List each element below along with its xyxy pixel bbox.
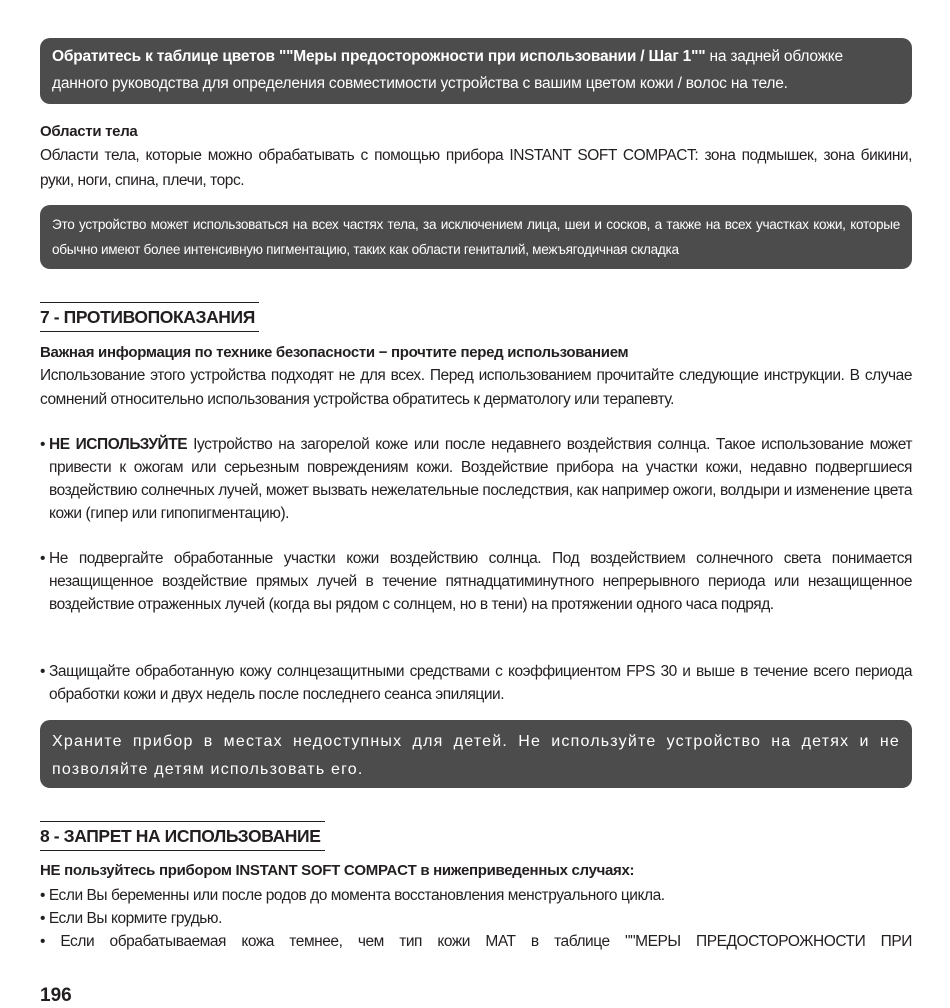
list-item-word: чем xyxy=(357,933,384,950)
list-item xyxy=(40,930,912,953)
section-7-intro: Использование этого устройства подходят не для всех. Перед использованием прочитайте следующие инструкции. В случае сомнений относительно использования устройства обратитесь к дерматологу или терапевту. xyxy=(40,367,912,408)
notice-box-body-exclusions xyxy=(40,205,912,269)
list-item-word: • xyxy=(40,933,45,950)
notice-bold-text: Обратитесь к таблице цветов ""Меры предосторожности при использовании / Шаг 1"" xyxy=(52,48,706,65)
list-item-word: ПРИ xyxy=(880,933,912,950)
list-item-word: МАТ xyxy=(485,933,516,950)
list-item-word: ПРЕДОСТОРОЖНОСТИ xyxy=(696,933,866,950)
notice-box-children xyxy=(40,720,912,788)
bullet-marker: • xyxy=(40,436,45,453)
contraindication-text: Защищайте обработанную кожу солнцезащитными средствами с коэффициентом FPS 30 и выше в течение всего периода обработки кожи и двух недель после последнего сеанса эпиляции. xyxy=(49,663,912,703)
contraindication-bold: НЕ ИСПОЛЬЗУЙТЕ xyxy=(49,436,188,453)
contraindication-text: Не подвергайте обработанные участки кожи воздействию солнца. Под воздействием солнечного света понимается незащищенное воздействие прямых лучей в течение пятнадцатиминутного непрерывного периода или незащищенное воздействие отраженных лучей (когда вы рядом с солнцем, но в тени) на протяжении одного часа подряд. xyxy=(49,550,912,613)
list-item-word: обрабатываемая xyxy=(109,933,226,950)
section-7-intro-block xyxy=(40,342,912,412)
list-item-word: темнее, xyxy=(289,933,343,950)
list-item-word: кожа xyxy=(241,933,274,950)
section-8-title: 8 - ЗАПРЕТ НА ИСПОЛЬЗОВАНИЕ xyxy=(40,821,325,851)
body-areas-block xyxy=(40,121,912,193)
list-item-word: таблице xyxy=(554,933,610,950)
contraindication-rest: Іустройство на загорелой коже или после недавнего воздействия солнца. Такое использование может привести к ожогам или серьезным повреждениям кожи. Воздействие прибора на участки кожи, недавно подвергшиеся воздействию солнечных лучей, может вызвать нежелательные последствия, как например ожоги, волдыри и изменение цвета кожи (гипер или гипопигментацию). xyxy=(49,436,912,522)
body-areas-heading: Области тела xyxy=(40,123,138,140)
section-7-subheading: Важная информация по технике безопасности − прочтите перед использованием xyxy=(40,344,629,361)
contraindication-item xyxy=(40,660,912,706)
bullet-marker: • xyxy=(40,550,45,567)
section-7-title: 7 - ПРОТИВОПОКАЗАНИЯ xyxy=(40,302,259,332)
notice-exclusions-text: Это устройство может использоваться на всех частях тела, за исключением лица, шеи и сосков, а также на всех участках кожи, которые обычно имеют более интенсивную пигментацию, таких как области гениталий, межъягодичная складка xyxy=(52,217,900,257)
list-item-word: ""МЕРЫ xyxy=(625,933,681,950)
body-areas-text: Области тела, которые можно обрабатывать с помощью прибора INSTANT SOFT COMPACT: зона подмышек, зона бикини, руки, ноги, спина, плечи, торс. xyxy=(40,147,912,189)
contraindication-item xyxy=(40,547,912,616)
bullet-marker: • xyxy=(40,663,45,680)
notice-box-color-chart xyxy=(40,38,912,104)
list-item-word: тип xyxy=(399,933,423,950)
list-item-word: Если xyxy=(60,933,95,950)
notice-children-text: Храните прибор в местах недоступных для детей. Не используйте устройство на детях и не позволяйте детям использовать его. xyxy=(52,733,900,778)
list-item: • Если Вы кормите грудью. xyxy=(40,910,222,927)
contraindication-text xyxy=(49,433,912,525)
notice-text-rest: на задней обложке xyxy=(705,48,843,65)
notice-line-2: данного руководства для определения совместимости устройства с вашим цветом кожи / волос на теле. xyxy=(52,75,788,92)
page-number: 196 xyxy=(40,985,72,1006)
section-8-subheading: НЕ пользуйтесь прибором INSTANT SOFT COMPACT в нижеприведенных случаях: xyxy=(40,862,635,879)
notice-line-1 xyxy=(52,43,900,70)
prohibition-list xyxy=(40,884,912,953)
list-item-word: кожи xyxy=(437,933,471,950)
list-item: • Если Вы беременны или после родов до момента восстановления менструального цикла. xyxy=(40,887,665,904)
section-8-block xyxy=(40,860,912,882)
list-item-word: в xyxy=(530,933,539,950)
contraindication-item xyxy=(40,433,912,525)
